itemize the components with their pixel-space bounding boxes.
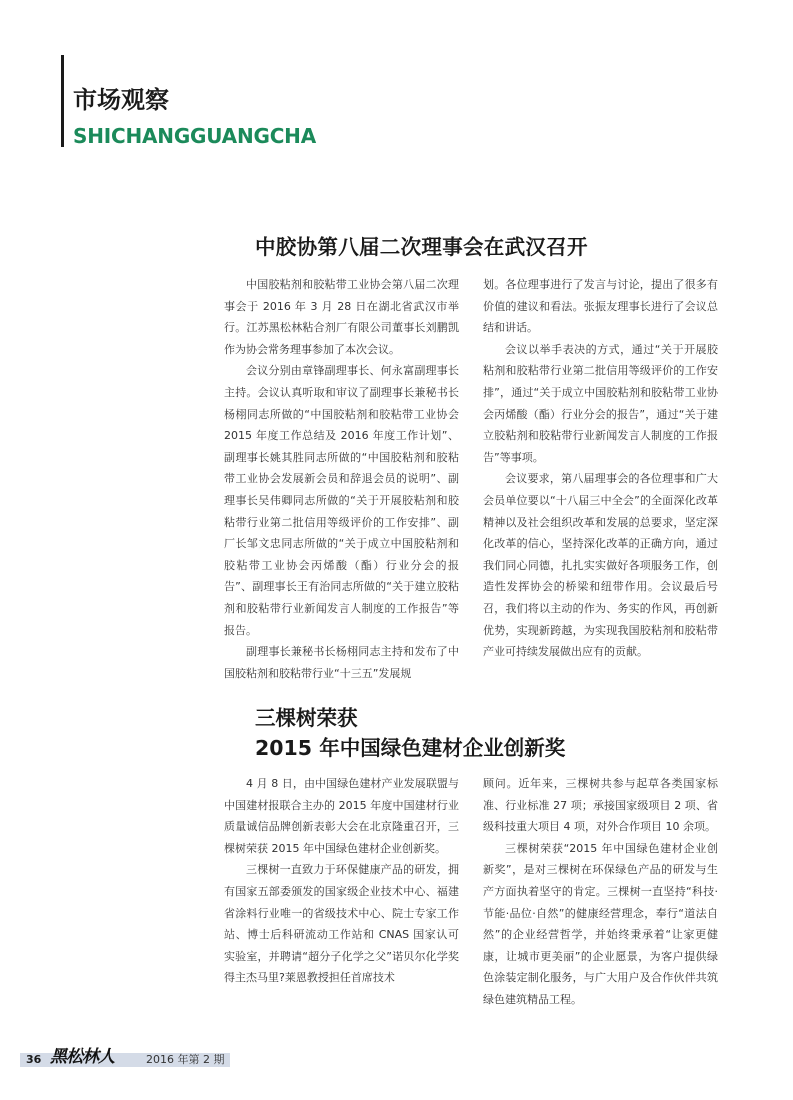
- article2-paragraph-1: 4 月 8 日，由中国绿色建材产业发展联盟与中国建材报联合主办的 2015 年度中国建材行业质量诚信品牌创新表彰大会在北京隆重召开，三棵树荣获 2015 年中国绿色建材企业创新奖。: [224, 777, 459, 855]
- article1-paragraph-1: 中国胶粘剂和胶粘带工业协会第八届二次理事会于 2016 年 3 月 28 日在湖北省武汉市举行。江苏黑松林粘合剂厂有限公司董事长刘鹏凯作为协会常务理事参加了本次会议。: [224, 278, 459, 356]
- magazine-logo: 黑松林人: [50, 1047, 114, 1067]
- section-subtitle: SHICHANGGUANGCHA: [73, 124, 317, 148]
- issue-label: 2016 年第 2 期: [146, 1053, 225, 1066]
- section-accent-bar: [61, 55, 64, 147]
- section-title: 市场观察: [73, 86, 169, 114]
- article2-column-2: [483, 773, 718, 1011]
- article2-paragraph-3: 三棵树荣获“2015 年中国绿色建材企业创新奖”，是对三棵树在环保绿色产品的研发与生产方面执着坚守的肯定。三棵树一直坚持“科技·节能·品位·自然”的健康经营理念，奉行“道法自然”的企业经营哲学，并始终秉承着“让家更健康，让城市更美丽”的企业愿景，为客户提供绿色涂装定制化服务，与广大用户及合作伙伴共筑绿色建筑精品工程。: [483, 841, 718, 1006]
- article1-headline: 中胶协第八届二次理事会在武汉召开: [255, 235, 588, 259]
- article2-paragraph-2-continued: 顾问。近年来，三棵树共参与起草各类国家标准、行业标准 27 项；承接国家级项目 2 项、省级科技重大项目 4 项，对外合作项目 10 余项。: [483, 777, 718, 834]
- article2-headline-line-2: 2015 年中国绿色建材企业创新奖: [255, 736, 566, 760]
- page-number: 36: [26, 1053, 42, 1066]
- article1-paragraph-3-continued: 划。各位理事进行了发言与讨论，提出了很多有价值的建议和看法。张振友理事长进行了会议总结和讲话。: [483, 278, 718, 335]
- article1-column-1: [224, 274, 459, 684]
- article2-column-1: [224, 773, 459, 989]
- article1-paragraph-4: 会议以举手表决的方式，通过“关于开展胶粘剂和胶粘带行业第二批信用等级评价的工作安排”，通过“关于成立中国胶粘剂和胶粘带工业协会丙烯酸（酯）行业分会的报告”，通过“关于建立胶粘剂和胶粘带行业新闻发言人制度的工作报告”等事项。: [483, 342, 718, 464]
- article1-paragraph-2: 会议分别由章锋副理事长、何永富副理事长主持。会议认真听取和审议了副理事长兼秘书长杨栩同志所做的“中国胶粘剂和胶粘带工业协会 2015 年度工作总结及 2016 年度工作计划”、副理事长姚其胜同志所做的“中国胶粘剂和胶粘带工业协会发展新会员和辞退会员的说明”、副理事长吴伟卿同志所做的“关于开展胶粘剂和胶粘带行业第二批信用等级评价的工作安排”、副厂长邹文忠同志所做的“关于成立中国胶粘剂和胶粘带工业协会丙烯酸（酯）行业分会的报告”、副理事长王有治同志所做的“关于建立胶粘剂和胶粘带行业新闻发言人制度的工作报告”等报告。: [224, 364, 459, 637]
- article2-paragraph-2: 三棵树一直致力于环保健康产品的研发，拥有国家五部委颁发的国家级企业技术中心、福建省涂料行业唯一的省级技术中心、院士专家工作站、博士后科研流动工作站和 CNAS 国家认可实验室，并聘请“超分子化学之父”诺贝尔化学奖得主杰马里?莱恩教授担任首席技术: [224, 863, 459, 985]
- article1-paragraph-5: 会议要求，第八届理事会的各位理事和广大会员单位要以“十八届三中全会”的全面深化改革精神以及社会组织改革和发展的总要求，坚定深化改革的信心，坚持深化改革的正确方向，通过我们同心同德，扎扎实实做好各项服务工作，创造性发挥协会的桥梁和纽带作用。会议最后号召，我们将以主动的作为、务实的作风，再创新优势，实现新跨越，为实现我国胶粘剂和胶粘带产业可持续发展做出应有的贡献。: [483, 472, 718, 659]
- article1-column-2: [483, 274, 718, 663]
- article1-paragraph-3: 副理事长兼秘书长杨栩同志主持和发布了中国胶粘剂和胶粘带行业“十三五”发展规: [224, 645, 459, 680]
- article2-headline-line-1: 三棵树荣获: [255, 706, 358, 730]
